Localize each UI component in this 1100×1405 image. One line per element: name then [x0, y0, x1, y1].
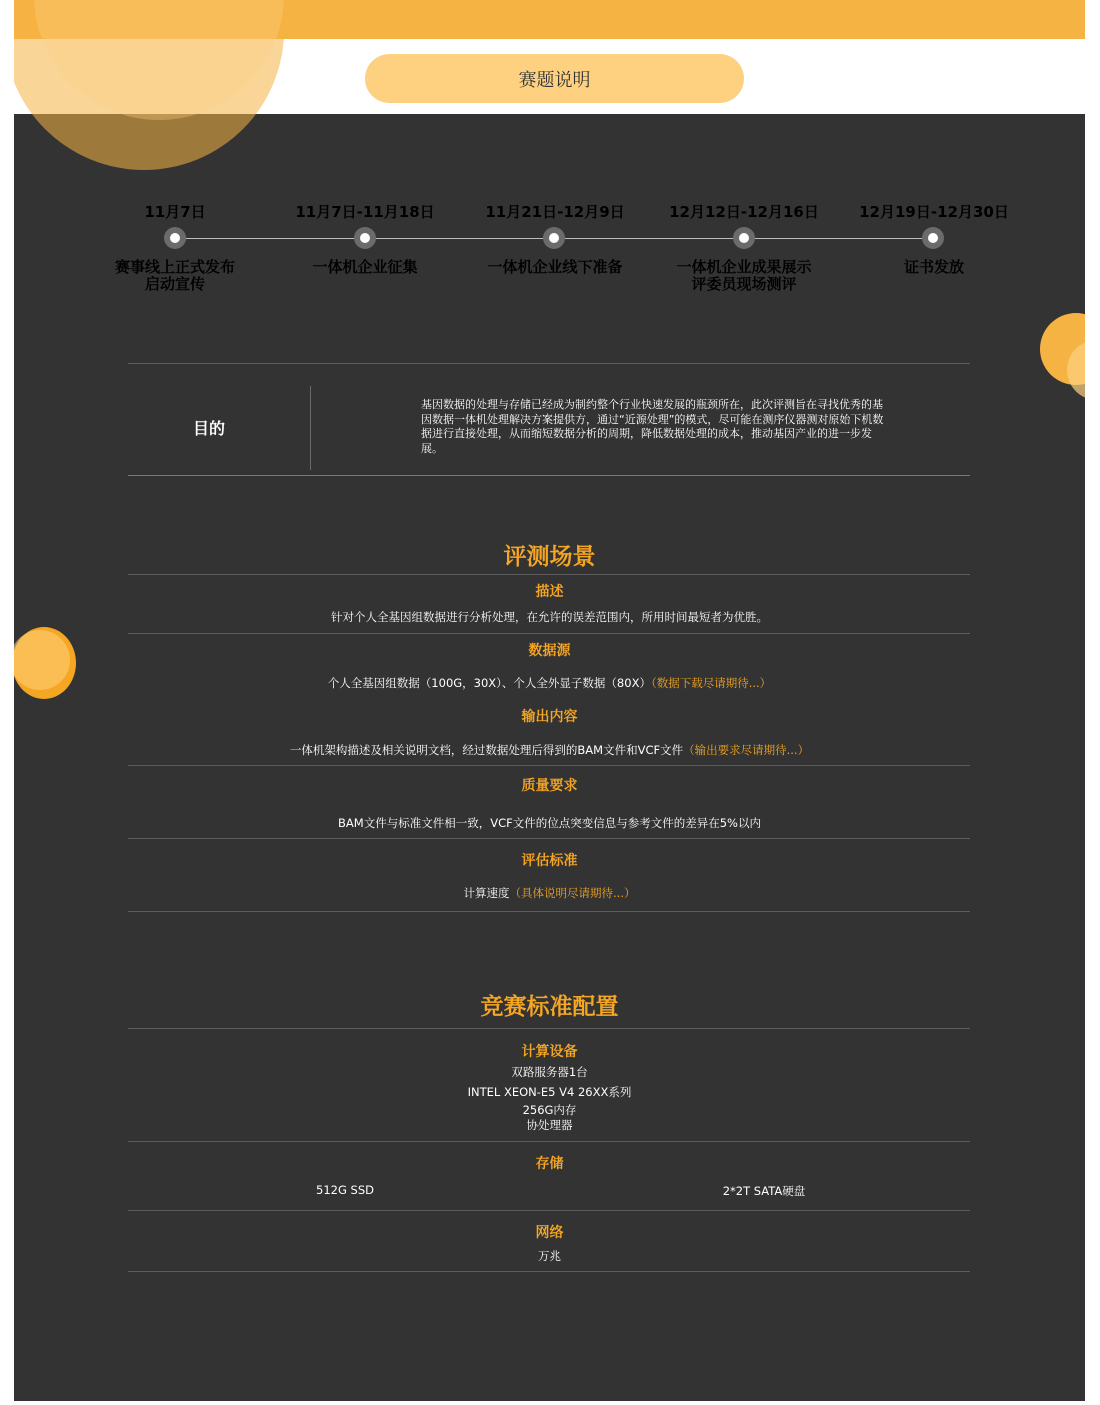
divider: [128, 633, 970, 634]
divider: [128, 838, 970, 839]
criteria-line: [14, 885, 1085, 901]
criteria-note: （具体说明尽请期待...）: [509, 886, 636, 900]
desc-title: 描述: [535, 584, 564, 600]
compute-line-2: INTEL XEON-E5 V4 26XX系列: [467, 1085, 632, 1099]
timeline-desc-5: [839, 259, 1029, 276]
timeline-desc-5-line1: 证书发放: [903, 258, 964, 276]
divider: [128, 765, 970, 766]
timeline-desc-1-line2: 启动宣传: [144, 275, 205, 293]
timeline-desc-4: [649, 259, 839, 293]
divider: [128, 911, 970, 912]
storage-title: 存储: [535, 1156, 564, 1172]
page-title: 赛题说明: [365, 54, 744, 103]
timeline-date-2: 11月7日-11月18日: [295, 203, 435, 221]
desc-text: 针对个人全基因组数据进行分析处理，在允许的误差范围内，所用时间最短者为优胜。: [331, 610, 768, 624]
goal-text: 基因数据的处理与存储已经成为制约整个行业快速发展的瓶颈所在，此次评测旨在寻找优秀的基因数据一体机处理解决方案提供方，通过“近源处理”的模式，尽可能在测序仪器测对原始下机数据进行直接处理，从而缩短数据分析的周期，降低数据处理的成本，推动基因产业的进一步发展。: [421, 398, 884, 455]
goal-divider: [310, 386, 311, 470]
divider: [128, 1028, 970, 1029]
config-title: 竞赛标准配置: [480, 994, 619, 1020]
timeline-date-4: 12月12日-12月16日: [669, 203, 819, 221]
timeline-desc-1-line1: 赛事线上正式发布: [114, 258, 235, 276]
network-title: 网络: [535, 1225, 564, 1241]
divider: [128, 1210, 970, 1211]
compute-line-4: 协处理器: [526, 1118, 573, 1132]
timeline-desc-4-line2: 评委员现场测评: [691, 275, 797, 293]
output-line: [14, 742, 1085, 758]
criteria-title: 评估标准: [521, 853, 578, 869]
timeline-dot-4: [733, 227, 755, 249]
timeline-date-3: 11月21日-12月9日: [485, 203, 625, 221]
divider: [128, 574, 970, 575]
output-text: 一体机架构描述及相关说明文档，经过数据处理后得到的BAM文件和VCF文件: [289, 743, 684, 757]
page-card: [14, 0, 1085, 1401]
output-title: 输出内容: [521, 709, 578, 725]
timeline-dot-5: [922, 227, 944, 249]
source-title: 数据源: [528, 643, 571, 659]
divider: [128, 1141, 970, 1142]
criteria-text: 计算速度: [463, 886, 510, 900]
timeline-desc-2-line1: 一体机企业征集: [312, 258, 418, 276]
compute-line-1: 双路服务器1台: [511, 1065, 588, 1079]
divider: [128, 475, 970, 476]
source-line: [14, 675, 1085, 691]
quality-text: BAM文件与标准文件相一致，VCF文件的位点突变信息与参考文件的差异在5%以内: [338, 816, 761, 830]
timeline-desc-2: [270, 259, 460, 276]
timeline-date-5: 12月19日-12月30日: [859, 203, 1009, 221]
timeline-date-1: 11月7日: [144, 203, 206, 221]
timeline-desc-4-line1: 一体机企业成果展示: [676, 258, 812, 276]
scenario-title: 评测场景: [503, 544, 596, 570]
storage-right: 2*2T SATA硬盘: [722, 1184, 806, 1198]
divider: [128, 1271, 970, 1272]
quality-title: 质量要求: [521, 778, 578, 794]
compute-line-3: 256G内存: [522, 1103, 577, 1117]
timeline-desc-3-line1: 一体机企业线下准备: [487, 258, 623, 276]
source-note: （数据下载尽请期待...）: [650, 676, 772, 690]
goal-label: 目的: [192, 419, 225, 438]
timeline-desc-3: [460, 259, 650, 276]
divider: [128, 363, 970, 364]
timeline-desc-1: [80, 259, 270, 293]
network-text: 万兆: [538, 1249, 561, 1263]
source-text: 个人全基因组数据（100G，30X）、个人全外显子数据（80X）: [327, 676, 651, 690]
timeline-dot-1: [164, 227, 186, 249]
storage-left: 512G SSD: [316, 1183, 374, 1197]
timeline-dot-3: [543, 227, 565, 249]
output-note: （输出要求尽请期待...）: [683, 743, 810, 757]
compute-title: 计算设备: [521, 1044, 578, 1060]
timeline-dot-2: [354, 227, 376, 249]
